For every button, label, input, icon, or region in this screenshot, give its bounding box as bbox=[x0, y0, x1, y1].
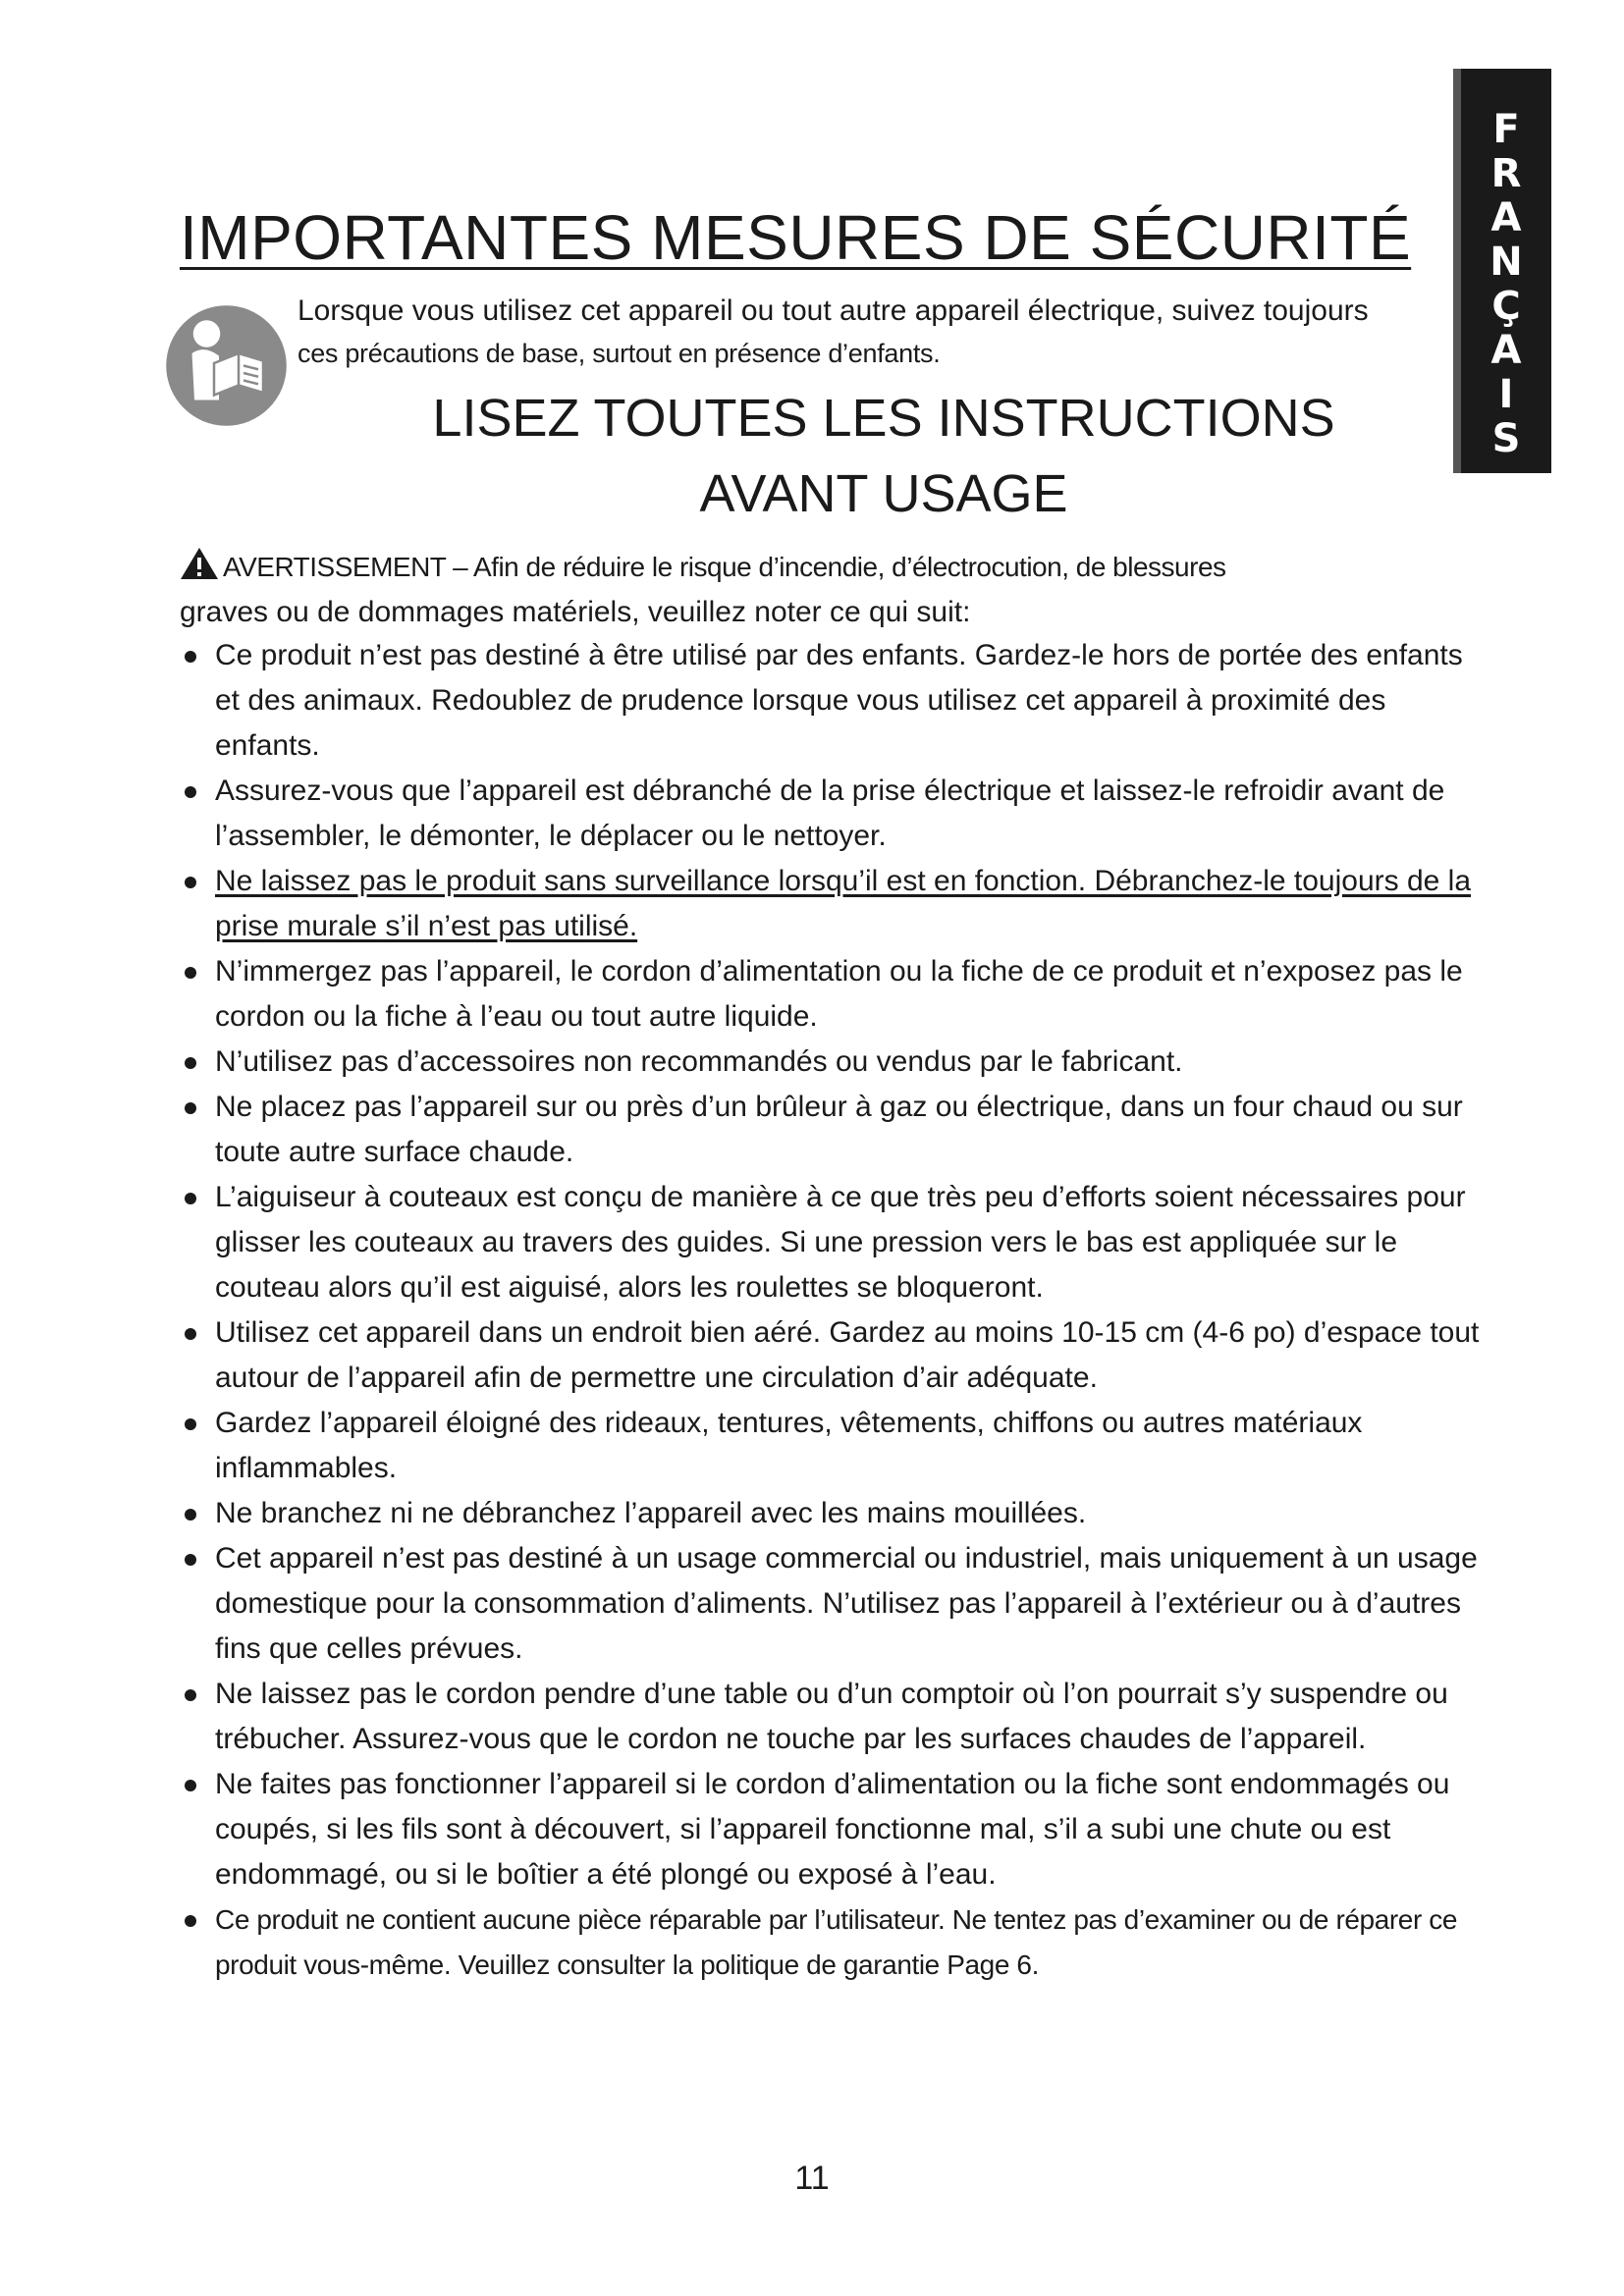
language-letter: S bbox=[1491, 416, 1521, 461]
section-heading: LISEZ TOUTES LES INSTRUCTIONS bbox=[432, 389, 1335, 448]
language-letter: R bbox=[1490, 151, 1522, 196]
list-item: L’aiguiseur à couteaux est conçu de manière à ce que très peu d’efforts soient nécessaires pour glisser les couteaux au travers des guides. Si une pression vers le bas est appliquée sur le couteau alors qu’il est aiguisé, alors les roulettes se bloqueront. bbox=[180, 1175, 1495, 1310]
list-item: N’utilisez pas d’accessoires non recommandés ou vendus par le fabricant. bbox=[180, 1040, 1495, 1085]
list-item: Utilisez cet appareil dans un endroit bien aéré. Gardez au moins 10-15 cm (4-6 po) d’espace tout autour de l’appareil afin de permettre une circulation d’air adéquate. bbox=[180, 1310, 1495, 1401]
list-item: Ne laissez pas le cordon pendre d’une table ou d’un comptoir où l’on pourrait s’y suspendre ou trébucher. Assurez-vous que le cordon ne touche par les surfaces chaudes de l’appareil. bbox=[180, 1672, 1495, 1762]
language-letter: F bbox=[1492, 107, 1520, 152]
section-heading: AVANT USAGE bbox=[699, 464, 1068, 523]
intro-text: Lorsque vous utilisez cet appareil ou tout autre appareil électrique, suivez toujours bbox=[298, 294, 1369, 327]
warning-paragraph bbox=[180, 545, 1456, 635]
warning-lead: – Afin de réduire le risque d’incendie, d’électrocution, de blessures bbox=[445, 552, 1226, 582]
intro-text: ces précautions de base, surtout en présence d’enfants. bbox=[298, 339, 941, 368]
list-item: Cet appareil n’est pas destiné à un usage commercial ou industriel, mais uniquement à un usage domestique pour la consommation d’aliments. N’utilisez pas l’appareil à l’extérieur ou à d’autres fins que celles prévues. bbox=[180, 1536, 1495, 1672]
safety-list bbox=[180, 633, 1495, 1988]
language-letter: I bbox=[1498, 372, 1514, 417]
list-item: Gardez l’appareil éloigné des rideaux, tentures, vêtements, chiffons ou autres matériaux inflammables. bbox=[180, 1401, 1495, 1491]
language-letter: A bbox=[1490, 195, 1522, 240]
page-title: IMPORTANTES MESURES DE SÉCURITÉ bbox=[180, 202, 1412, 273]
list-item: Ce produit ne contient aucune pièce réparable par l’utilisateur. Ne tentez pas d’examiner ou de réparer ce produit vous-même. Veuillez consulter la politique de garantie Page 6. bbox=[180, 1897, 1495, 1988]
list-item: Ne laissez pas le produit sans surveillance lorsqu’il est en fonction. Débranchez-le toujours de la prise murale s’il n’est pas utilisé. bbox=[180, 859, 1495, 949]
language-letter: A bbox=[1490, 328, 1522, 373]
list-item: Ne branchez ni ne débranchez l’appareil avec les mains mouillées. bbox=[180, 1491, 1495, 1536]
language-letter: Ç bbox=[1491, 284, 1521, 329]
list-item: Ne faites pas fonctionner l’appareil si le cordon d’alimentation ou la fiche sont endommagés ou coupés, si les fils sont à découvert, si l’appareil fonctionne mal, s’il a subi une chute ou est endommagé, ou si le boîtier a été plongé ou exposé à l’eau. bbox=[180, 1762, 1495, 1897]
page-number: 11 bbox=[794, 2160, 830, 2197]
list-item: Assurez-vous que l’appareil est débranché de la prise électrique et laissez-le refroidir avant de l’assembler, le démonter, le déplacer ou le nettoyer. bbox=[180, 769, 1495, 859]
list-item: Ce produit n’est pas destiné à être utilisé par des enfants. Gardez-le hors de portée des enfants et des animaux. Redoublez de prudence lorsque vous utilisez cet appareil à proximité des enfants. bbox=[180, 633, 1495, 769]
language-letter: N bbox=[1489, 240, 1523, 285]
list-item: N’immergez pas l’appareil, le cordon d’alimentation ou la fiche de ce produit et n’exposez pas le cordon ou la fiche à l’eau ou tout autre liquide. bbox=[180, 949, 1495, 1040]
list-item: Ne placez pas l’appareil sur ou près d’un brûleur à gaz ou électrique, dans un four chaud ou sur toute autre surface chaude. bbox=[180, 1085, 1495, 1175]
warning-label: AVERTISSEMENT bbox=[223, 552, 446, 582]
warning-continuation: graves ou de dommages matériels, veuillez noter ce qui suit: bbox=[180, 596, 971, 628]
warning-triangle-icon bbox=[180, 547, 219, 580]
